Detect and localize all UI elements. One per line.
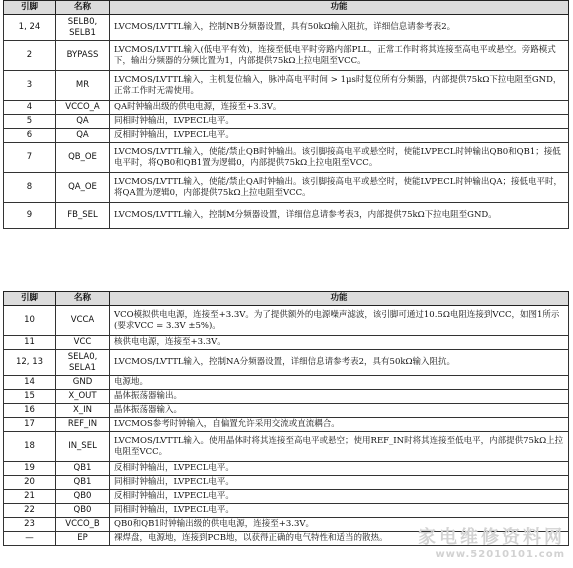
function-cell: LVCMOS/LVTTL输入(低电平有效)，连接至低电平时旁路内部PLL，正常工作时将其连接至高电平或悬空。旁路模式下，输出分频器的分频比置为1，内部提供75kΩ上拉电阻至VCC。 — [110, 41, 569, 71]
function-cell: QB0和QB1时钟输出级的供电电源，连接至+3.3V。 — [110, 518, 569, 532]
name-cell: X_IN — [56, 404, 110, 418]
table-row — [4, 306, 569, 336]
function-cell: LVCMOS/LVTTL输入，主机复位输入，脉冲高电平时间 > 1μs时复位所有分频器，内部提供75kΩ下拉电阻至GND，正常工作时无需使用。 — [110, 71, 569, 101]
pin-cell: — — [4, 532, 56, 546]
function-cell: VCO模拟供电电源，连接至+3.3V。为了提供额外的电源噪声滤波，该引脚可通过10.5Ω电阻连接到VCC，如图1所示(要求VCC = 3.3V ±5%)。 — [110, 306, 569, 336]
pin-cell: 15 — [4, 390, 56, 404]
table-row — [4, 101, 569, 115]
function-cell: LVCMOS/LVTTL输入，控制M分频器设置，详细信息请参考表3，内部提供75kΩ下拉电阻至GND。 — [110, 203, 569, 229]
pin-cell: 7 — [4, 143, 56, 173]
table-row — [4, 143, 569, 173]
table-row — [4, 404, 569, 418]
function-cell: LVCMOS/LVTTL输入，使能/禁止QA时钟输出。该引脚接高电平或悬空时，使能LVPECL时钟输出QA；接低电平时，将QA置为逻辑0，内部提供75kΩ上拉电阻至VCC。 — [110, 173, 569, 203]
function-cell: LVCMOS参考时钟输入，自偏置允许采用交流或直流耦合。 — [110, 418, 569, 432]
table-row — [4, 350, 569, 376]
function-cell: LVCMOS/LVTTL输入，控制NA分频器设置，详细信息请参考表2，具有50kΩ输入阻抗。 — [110, 350, 569, 376]
pin-cell: 23 — [4, 518, 56, 532]
table-row — [4, 115, 569, 129]
header-row — [4, 292, 569, 306]
name-cell: QB1 — [56, 476, 110, 490]
name-cell: QA_OE — [56, 173, 110, 203]
name-cell: QA — [56, 129, 110, 143]
table-row — [4, 390, 569, 404]
function-cell: 晶体振荡器输出。 — [110, 390, 569, 404]
name-cell: QA — [56, 115, 110, 129]
header-name: 名称 — [56, 1, 110, 15]
pin-cell: 16 — [4, 404, 56, 418]
name-cell: EP — [56, 532, 110, 546]
function-cell: LVCMOS/LVTTL输入，控制NB分频器设置，具有50kΩ输入阻抗，详细信息请参考表2。 — [110, 15, 569, 41]
header-row — [4, 1, 569, 15]
table-row — [4, 490, 569, 504]
name-cell: QB0 — [56, 504, 110, 518]
name-cell: FB_SEL — [56, 203, 110, 229]
function-cell: 同相时钟输出，LVPECL电平。 — [110, 476, 569, 490]
name-cell: SELA0, SELA1 — [56, 350, 110, 376]
table-row — [4, 518, 569, 532]
function-cell: 反相时钟输出，LVPECL电平。 — [110, 462, 569, 476]
pin-table-1 — [3, 0, 569, 229]
header-function: 功能 — [110, 1, 569, 15]
pin-cell: 20 — [4, 476, 56, 490]
name-cell: REF_IN — [56, 418, 110, 432]
table-row — [4, 462, 569, 476]
table-row — [4, 71, 569, 101]
function-cell: 反相时钟输出，LVPECL电平。 — [110, 490, 569, 504]
pin-cell: 14 — [4, 376, 56, 390]
function-cell: 同相时钟输出，LVPECL电平。 — [110, 504, 569, 518]
pin-cell: 3 — [4, 71, 56, 101]
table-row — [4, 336, 569, 350]
pin-cell: 10 — [4, 306, 56, 336]
name-cell: VCCA — [56, 306, 110, 336]
pin-cell: 4 — [4, 101, 56, 115]
pin-cell: 12, 13 — [4, 350, 56, 376]
name-cell: VCC — [56, 336, 110, 350]
table-row — [4, 203, 569, 229]
header-function: 功能 — [110, 292, 569, 306]
header-pin: 引脚 — [4, 1, 56, 15]
table-row — [4, 418, 569, 432]
name-cell: BYPASS — [56, 41, 110, 71]
pin-cell: 19 — [4, 462, 56, 476]
table-row — [4, 376, 569, 390]
function-cell: 晶体振荡器输入。 — [110, 404, 569, 418]
table-row — [4, 15, 569, 41]
name-cell: IN_SEL — [56, 432, 110, 462]
function-cell: 电源地。 — [110, 376, 569, 390]
table-row — [4, 173, 569, 203]
name-cell: VCCO_B — [56, 518, 110, 532]
pin-cell: 21 — [4, 490, 56, 504]
table-row — [4, 129, 569, 143]
pin-cell: 2 — [4, 41, 56, 71]
pin-cell: 22 — [4, 504, 56, 518]
function-cell: QA时钟输出级的供电电源，连接至+3.3V。 — [110, 101, 569, 115]
pin-cell: 18 — [4, 432, 56, 462]
watermark-text: 家电维修资料网 — [418, 527, 565, 548]
name-cell: SELB0, SELB1 — [56, 15, 110, 41]
pin-cell: 5 — [4, 115, 56, 129]
function-cell: 裸焊盘，电源地，连接到PCB地，以获得正确的电气特性和适当的散热。 — [110, 532, 569, 546]
pin-cell: 1, 24 — [4, 15, 56, 41]
table-row — [4, 532, 569, 546]
table-row — [4, 41, 569, 71]
pin-cell: 6 — [4, 129, 56, 143]
pin-cell: 9 — [4, 203, 56, 229]
name-cell: QB0 — [56, 490, 110, 504]
name-cell: VCCO_A — [56, 101, 110, 115]
function-cell: 同相时钟输出，LVPECL电平。 — [110, 115, 569, 129]
name-cell: MR — [56, 71, 110, 101]
header-pin: 引脚 — [4, 292, 56, 306]
function-cell: LVCMOS/LVTTL输入。使用晶体时将其连接至高电平或悬空；使用REF_IN时将其连接至低电平，内部提供75kΩ上拉电阻至VCC。 — [110, 432, 569, 462]
table-row — [4, 504, 569, 518]
name-cell: X_OUT — [56, 390, 110, 404]
function-cell: 核供电电源，连接至+3.3V。 — [110, 336, 569, 350]
name-cell: GND — [56, 376, 110, 390]
pin-cell: 8 — [4, 173, 56, 203]
watermark-url: www.52010101.com — [435, 549, 565, 560]
pin-table-2 — [3, 291, 569, 546]
table-row — [4, 432, 569, 462]
table-row — [4, 476, 569, 490]
function-cell: 反相时钟输出，LVPECL电平。 — [110, 129, 569, 143]
pin-cell: 17 — [4, 418, 56, 432]
pin-cell: 11 — [4, 336, 56, 350]
name-cell: QB1 — [56, 462, 110, 476]
header-name: 名称 — [56, 292, 110, 306]
function-cell: LVCMOS/LVTTL输入，使能/禁止QB时钟输出。该引脚接高电平或悬空时，使能LVPECL时钟输出QB0和QB1；接低电平时，将QB0和QB1置为逻辑0，内部提供75kΩ上拉电阻至VCC。 — [110, 143, 569, 173]
name-cell: QB_OE — [56, 143, 110, 173]
